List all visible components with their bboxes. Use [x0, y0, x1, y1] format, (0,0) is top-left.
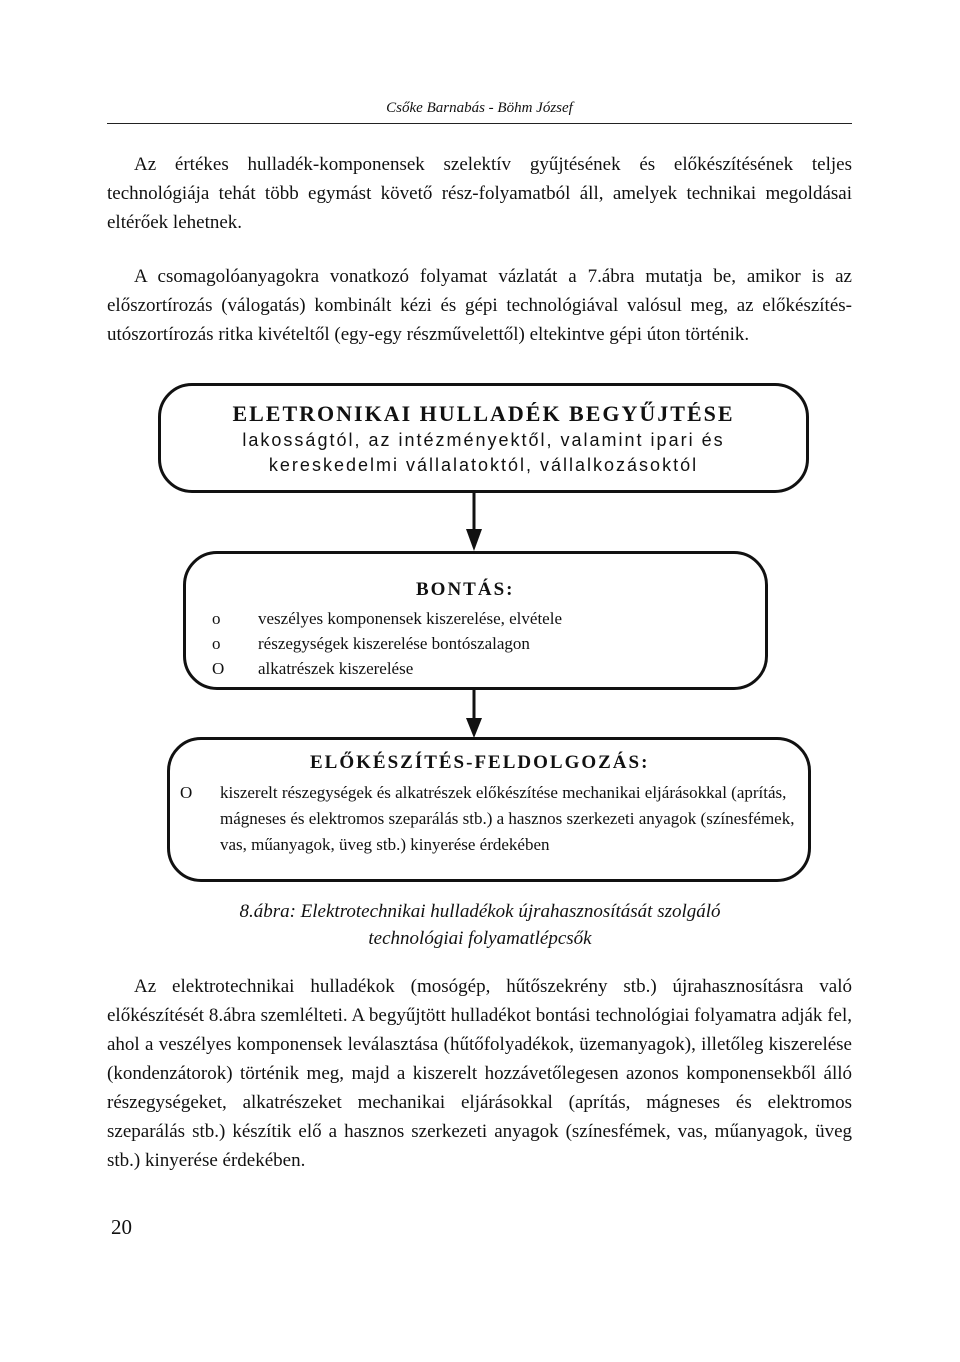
- list-item-text: részegységek kiszerelése bontószalagon: [258, 634, 530, 653]
- paragraph-1: [107, 150, 852, 237]
- collection-line-2: kereskedelmi vállalatoktól, vállalkozásoktól: [268, 455, 699, 475]
- paragraph-3: [107, 972, 852, 1175]
- list-item: [212, 606, 562, 631]
- paragraph-1-text: Az értékes hulladék-komponensek szelektív gyűjtésének és előkészítésének teljes technológiája tehát több egymást követő rész-folyamatból áll, amelyek technikai megoldásai eltérőek lehetnek.: [107, 154, 852, 233]
- arrow-down-icon: [462, 690, 486, 740]
- bullet-icon: o: [212, 634, 221, 653]
- paragraph-3-text: Az elektrotechnikai hulladékok (mosógép, hűtőszekrény stb.) újrahasznosításra való előkészítését 8.ábra szemlélteti. A begyűjtött hulladékot bontási technológiai folyamatra adják fel, ahol a veszélyes komponensek leválasztása (hűtőfolyadékok, üzemanyagok), illetőleg kiszerelése (kondenzátorok) történik meg, majd a kiszerelt hozzávetőlegesen azonos komponensekből álló részegységeket, alkatrészeket mechanikai eljárásokkal (aprítás, mágneses és elektromos szeparálás stb.) készítik elő a hasznos szerkezeti anyagok (színesfémek, vas, műanyagok, üveg stb.) kinyerése érdekében.: [107, 976, 852, 1171]
- dismantling-list: [212, 606, 562, 681]
- processing-text: kiszerelt részegységek és alkatrészek előkészítése mechanikai eljárásokkal (aprítás, mágneses és elektromos szeparálás stb.) a hasznos szerkezeti anyagok (színesfémek, vas, műanyagok, üveg stb.) kinyerése érdekében: [220, 783, 795, 854]
- list-item: [212, 631, 562, 656]
- processing-box: [167, 737, 811, 882]
- processing-title: ELŐKÉSZÍTÉS-FELDOLGOZÁS:: [310, 752, 650, 773]
- header-authors: Csőke Barnabás - Böhm József: [386, 100, 573, 116]
- arrow-down-icon: [462, 493, 486, 553]
- dismantling-box: [183, 551, 768, 690]
- bullet-icon: O: [180, 783, 193, 802]
- dismantling-title: BONTÁS:: [416, 579, 515, 600]
- list-item-text: veszélyes komponensek kiszerelése, elvétele: [258, 609, 562, 628]
- processing-body: [180, 780, 800, 858]
- list-item-text: alkatrészek kiszerelése: [258, 659, 414, 678]
- page-number: 20: [111, 1215, 132, 1239]
- collection-line-1: lakosságtól, az intézményektől, valamint ipari és: [242, 430, 725, 450]
- bullet-icon: O: [212, 659, 225, 678]
- list-item: [212, 656, 562, 681]
- paragraph-2-text: A csomagolóanyagokra vonatkozó folyamat vázlatát a 7.ábra mutatja be, amikor is az előszortírozás (válogatás) kombinált kézi és gépi technológiával valósul meg, az előkészítés-utószortírozás ritka kivételtől (egy-egy részművelettől) eltekintve gépi úton történik.: [107, 266, 852, 345]
- bullet-icon: o: [212, 609, 221, 628]
- caption-line-2: technológiai folyamatlépcsők: [368, 928, 592, 949]
- collection-title: ELETRONIKAI HULLADÉK BEGYŰJTÉSE: [232, 401, 735, 426]
- collection-box: [158, 383, 809, 493]
- figure-caption: [150, 898, 810, 952]
- caption-line-1: 8.ábra: Elektrotechnikai hulladékok újrahasznosítását szolgáló: [239, 901, 721, 922]
- running-header: [107, 100, 852, 124]
- paragraph-2: [107, 262, 852, 349]
